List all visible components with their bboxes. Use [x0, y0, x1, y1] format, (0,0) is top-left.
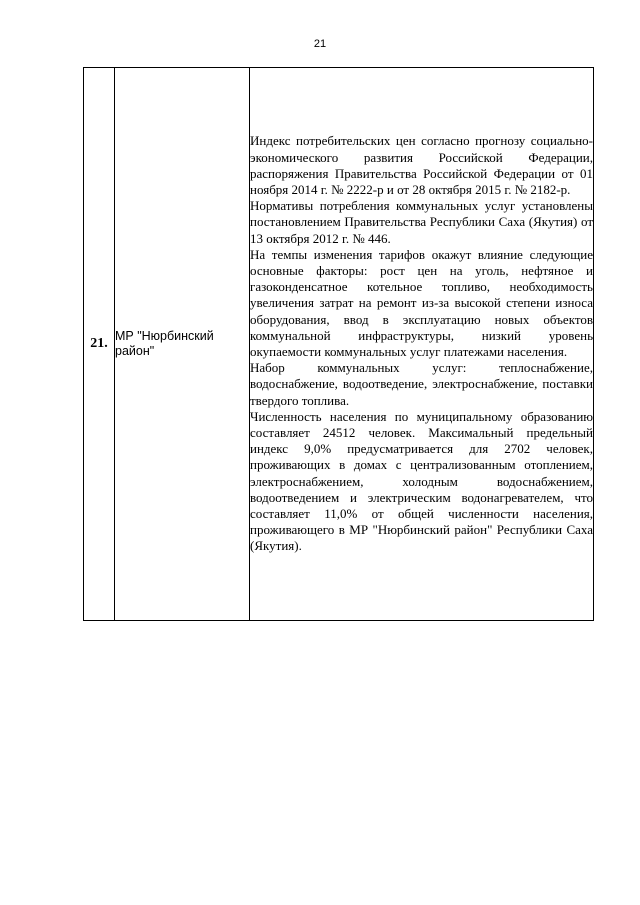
description-cell: [250, 68, 594, 621]
paragraph-population: Численность населения по муниципальному образованию составляет 24512 человек. Максимальный предельный индекс 9,0% предусматривается для 2702 человек, проживающих в домах с централизованным отоплением, электроснабжением, холодным водоснабжением, водоотведением и электрическим водонагревателем, что составляет 11,0% от общей численности населения, проживающего в МР "Нюрбинский район" Республики Саха (Якутия).: [250, 408, 593, 554]
paragraph-utility-services: Набор коммунальных услуг: теплоснабжение, водоснабжение, водоотведение, электроснабжение, поставки твердого топлива.: [250, 360, 593, 408]
table-row: [84, 68, 594, 621]
document-table: [83, 67, 594, 621]
page-number: 21: [313, 38, 327, 50]
paragraph-consumption-norms: Нормативы потребления коммунальных услуг установлены постановлением Правительства Республики Саха (Якутия) от 13 октября 2012 г. № 446.: [250, 198, 593, 246]
municipality-name-cell: МР "Нюрбинский район": [115, 68, 250, 621]
paragraph-price-index: Индекс потребительских цен согласно прогнозу социально-экономического развития Российской Федерации, распоряжения Правительства Российской Федерации от 01 ноября 2014 г. № 2222-р и от 28 октября 2015 г. № 2182-р.: [250, 133, 593, 197]
row-number-cell: 21.: [84, 68, 115, 621]
paragraph-tariff-factors: На темпы изменения тарифов окажут влияние следующие основные факторы: рост цен на уголь, нефтяное и газоконденсатное котельное топливо, необходимость увеличения затрат на ремонт из-за высокой степени износа оборудования, ввод в эксплуатацию новых объектов коммунальной инфраструктуры, низкий уровень окупаемости коммунальных услуг платежами населения.: [250, 246, 593, 359]
